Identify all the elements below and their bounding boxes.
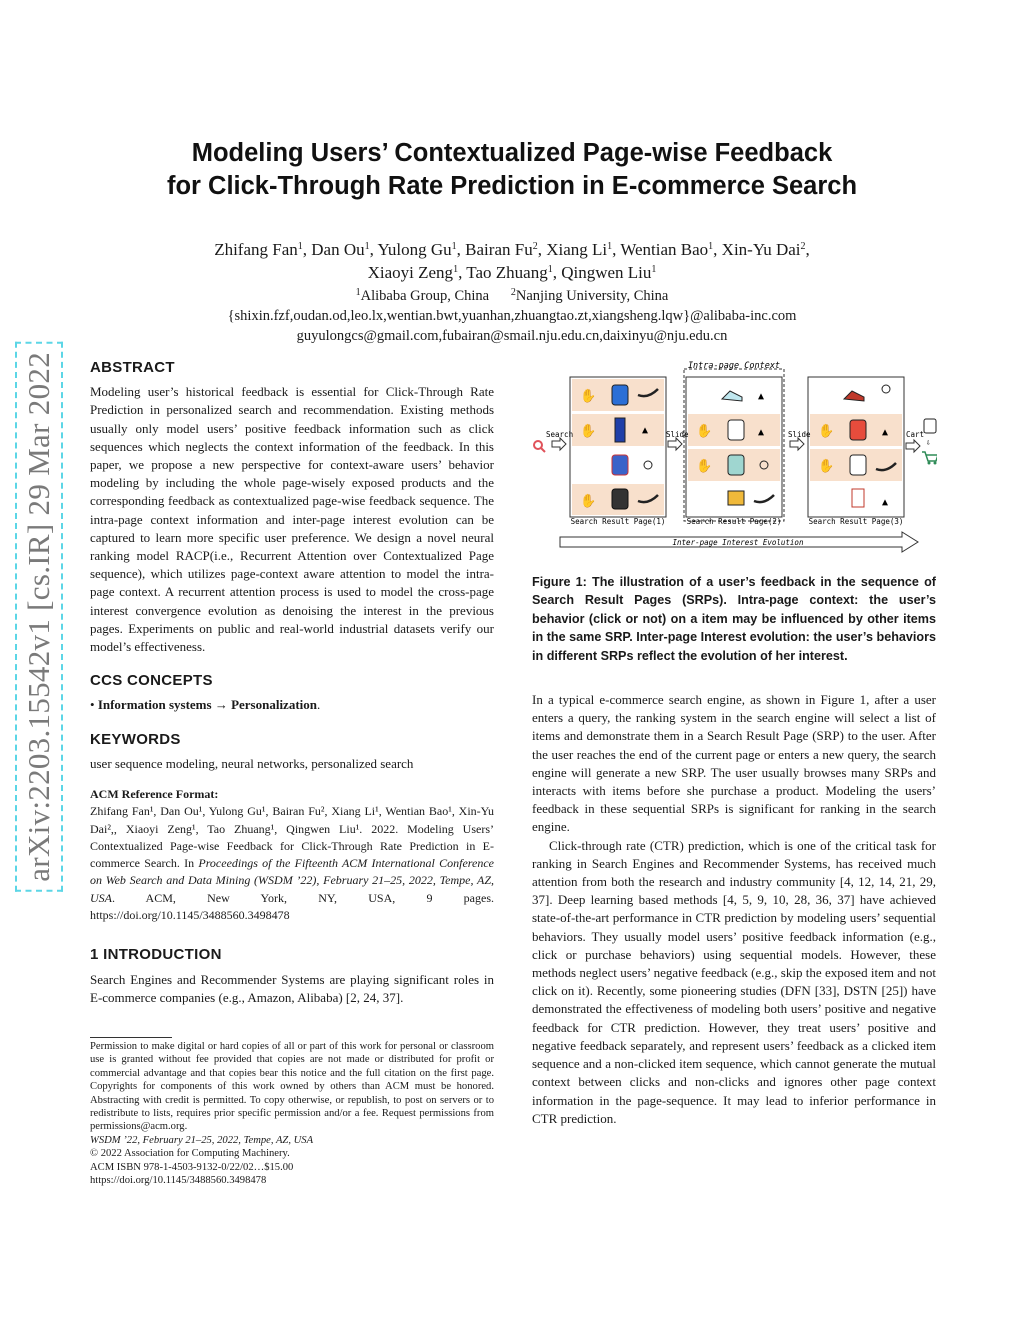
footnote-venue: WSDM ’22, February 21–25, 2022, Tempe, AZ, USA xyxy=(90,1134,314,1146)
adidas-logo-icon: ▲ xyxy=(758,391,765,402)
footnote-doi: https://doi.org/10.1145/3488560.3498478 xyxy=(90,1175,267,1187)
arrow-right-icon xyxy=(552,438,566,450)
emails-line-2: guyulongcs@gmail.com,fubairan@smail.nju.edu.cn,daixinyu@nju.edu.cn xyxy=(296,328,728,344)
arxiv-id: arXiv:2203.15542v1 [cs.IR] 29 Mar 2022 xyxy=(15,342,63,892)
author-name: Dan Ou xyxy=(311,240,365,259)
search-icon xyxy=(534,441,542,449)
shorts-icon xyxy=(728,491,744,505)
author-name: Xiaoyi Zeng xyxy=(367,263,454,282)
ccs-arrow: → xyxy=(214,697,228,713)
footnote-isbn: ACM ISBN 978-1-4503-9132-0/22/02…$15.00 xyxy=(90,1161,294,1173)
abstract-heading: ABSTRACT xyxy=(90,359,175,376)
click-hand-icon: ✋ xyxy=(818,459,835,474)
shirt-icon xyxy=(728,420,744,440)
click-hand-icon: ✋ xyxy=(580,494,597,509)
ccs-bullet: • xyxy=(90,697,95,713)
author-aff: 2 xyxy=(800,241,806,252)
click-hand-icon: ✋ xyxy=(696,459,713,474)
ccs-sub: Personalization xyxy=(231,697,317,713)
figure-caption: Figure 1: The illustration of a user’s feedback in the sequence of Search Result Pages (SRPs). Intra-page context: the user’s behavior (click or not) on a item may be influenced by other items in the same SRP. Inter-page Interest evolution: the user’s behaviors in different SRPs reflect the evolution of her interest. xyxy=(532,575,936,663)
shirt-icon xyxy=(924,419,936,433)
figure-1-diagram xyxy=(532,357,937,557)
page-2-label: Search Result Page(2) xyxy=(686,517,782,526)
jersey-icon xyxy=(612,455,628,475)
keywords-heading: KEYWORDS xyxy=(90,730,181,748)
cart-wheel xyxy=(934,462,937,465)
shopping-cart-icon xyxy=(922,452,937,461)
permission-notice: Permission to make digital or hard copies of all or part of this work for personal or classroom use is granted without fee provided that copies are not made or distributed for profit or commercial advantage and that copies bear this notice and the full citation on the first page. Copyrights for components of this work owned by others than ACM must be honored. Abstracting with credit is permitted. To copy otherwise, or republish, to post on servers or to redistribute to lists, requires prior specific permission and/or a fee. Request permissions from permissions@acm.org. xyxy=(90,1041,494,1133)
acm-ref-heading: ACM Reference Format: xyxy=(90,787,219,802)
author-aff: 1 xyxy=(453,264,459,275)
title-line-1: Modeling Users’ Contextualized Page-wise Feedback xyxy=(191,139,833,167)
keywords-text: user sequence modeling, neural networks, personalized search xyxy=(90,755,414,771)
title-line-2: for Click-Through Rate Prediction in E-commerce Search xyxy=(166,172,858,200)
author-aff: 1 xyxy=(708,241,714,252)
author-aff: 1 xyxy=(451,241,457,252)
click-hand-icon: ✋ xyxy=(580,424,597,439)
adidas-logo-icon: ▲ xyxy=(642,425,649,436)
plaid-shirt-icon xyxy=(728,455,744,475)
footnote xyxy=(90,1040,494,1187)
author-aff: 1 xyxy=(364,241,370,252)
click-hand-icon: ✋ xyxy=(818,424,835,439)
click-hand-icon: ✋ xyxy=(696,424,713,439)
slide-label-2: Slide xyxy=(788,430,811,439)
arrow-right-icon xyxy=(668,438,682,450)
adidas-logo-icon: ▲ xyxy=(882,427,889,438)
author-name: Tao Zhuang xyxy=(466,263,548,282)
right-column xyxy=(532,573,936,1128)
arxiv-stamp xyxy=(16,322,62,912)
footnote-copyright: © 2022 Association for Computing Machinery. xyxy=(90,1148,290,1160)
footnote-rule xyxy=(90,1037,172,1038)
affiliations xyxy=(90,286,934,346)
srp-page-3 xyxy=(808,377,904,517)
author-name: Xin-Yu Dai xyxy=(721,240,801,259)
shirt-icon xyxy=(612,385,628,405)
acm-ref-authors: Zhifang Fan¹, Dan Ou¹, Yulong Gu¹, Bairan Fu², Xiang Li¹, Wentian Bao¹, Xin-Yu Dai²,, Xiaoyi Zeng¹, Tao Zhuang¹, Qingwen Liu¹. 2022. xyxy=(90,804,494,836)
jacket-icon xyxy=(612,489,628,509)
acm-ref-venue: Proceedings of the Fifteenth ACM International Conference on Web Search and Data Mining (WSDM ’22), February 21–25, 2022, Tempe, AZ, USA xyxy=(90,856,494,905)
abstract-text: Modeling user’s historical feedback is essential for Click-Through Rate Prediction in personalized search and recommendation. Existing methods usually only model users’ positive feedback information such as click sequences which neglects the context information of the feedback. In this paper, we propose a new perspective for context-aware users’ behavior modeling by including the whole page-wisely exposed products and the corresponding feedback as contextualized page-wise feedback sequence. The intra-page context information and inter-page interest evolution can be captured to learn more specific user preference. We design a novel neural ranking model RACP(i.e., Recurrent Attention over Contextualized Page sequence), which utilizes page-context aware attention to model the intra-page context. A recurrent attention process is used to model the cross-page interest convergence evolution as denoising the interest in the previous pages. Experiments on public and real-world industrial datasets verify our model’s effectiveness. xyxy=(90,384,494,655)
acm-ref-tail: . ACM, New York, NY, USA, 9 pages. https://doi.org/10.1145/3488560.3498478 xyxy=(90,890,494,923)
adidas-logo-icon: ▲ xyxy=(882,497,889,508)
arrow-right-icon xyxy=(906,440,920,452)
author-name: Qingwen Liu xyxy=(561,263,652,282)
cart-wheel xyxy=(928,462,931,465)
click-hand-icon: ✋ xyxy=(580,389,597,404)
affiliation-line: $^1$Alibaba Group, China $^2$Nanjing University, China xyxy=(355,287,669,304)
inter-page-label: Inter-page Interest Evolution xyxy=(672,538,804,547)
shirt-icon xyxy=(850,455,866,475)
page-1-label: Search Result Page(1) xyxy=(570,517,666,526)
slide-label-1: Slide xyxy=(666,430,689,439)
socks-icon xyxy=(852,489,864,507)
author-aff: 1 xyxy=(607,241,613,252)
author-name: Zhifang Fan xyxy=(214,240,298,259)
intra-page-label: Intra-page Context xyxy=(687,361,781,371)
author-name: Xiang Li xyxy=(546,240,608,259)
right-paragraph-1: In a typical e-commerce search engine, as shown in Figure 1, after a user enters a query, the ranking system in the search engine will select a list of items and demonstrate them in a Search Result Page (SRP) to the user. After the user reaches the end of the current page or enters a new query, the search engine will generate a new SRP. The user usually browses many SRPs and interacts with items before she purchase a product. Modeling the users’ feedback in these sequential SRPs is significant for ranking in the search engine. xyxy=(532,692,936,835)
author-aff: 1 xyxy=(297,241,303,252)
author-name: Yulong Gu xyxy=(377,240,452,259)
figure-1 xyxy=(532,357,937,557)
affiliation-1: Alibaba Group, China xyxy=(360,288,490,304)
ccs-end: . xyxy=(317,697,321,713)
search-label: Search xyxy=(546,430,574,439)
author-aff: 1 xyxy=(547,264,553,275)
intro-heading: 1 INTRODUCTION xyxy=(90,946,222,964)
ccs-heading: CCS CONCEPTS xyxy=(90,672,213,690)
search-handle xyxy=(541,448,545,452)
paper-title xyxy=(90,137,934,203)
emails-line-1: {shixin.fzf,oudan.od,leo.lx,wentian.bwt,yuanhan,zhuangtao.zt,xiangsheng.lqw}@alibaba-inc.com xyxy=(227,308,797,324)
srp-page-2 xyxy=(686,377,782,517)
author-aff: 2 xyxy=(532,241,538,252)
arrow-right-icon xyxy=(790,438,804,450)
affiliation-2: Nanjing University, China xyxy=(515,288,669,304)
author-line-2: Xiaoyi Zeng$^1$, Tao Zhuang$^1$, Qingwen Liu$^1$ xyxy=(367,263,657,282)
author-name: Wentian Bao xyxy=(620,240,709,259)
arrow-down-icon: ⇩ xyxy=(926,438,931,447)
acm-ref-text xyxy=(90,803,494,924)
intro-paragraph-1: Search Engines and Recommender Systems are playing significant roles in E-commerce companies (e.g., Amazon, Alibaba) [2, 24, 37]. xyxy=(90,971,494,1005)
shirt-icon xyxy=(850,420,866,440)
page-3-label: Search Result Page(3) xyxy=(808,517,904,526)
cart-label: Cart xyxy=(906,430,925,439)
author-line-1: Zhifang Fan$^1$, Dan Ou$^1$, Yulong Gu$^1$, Bairan Fu$^2$, Xiang Li$^1$, Wentian Bao$^1$, Xin-Yu Dai$^2$, xyxy=(214,240,810,259)
right-paragraph-2: Click-through rate (CTR) prediction, which is one of the critical task for ranking in Search Engines and Recommender Systems, has received much attention from both the research and industry community [4, 12, 14, 21, 29, 37]. Deep learning based methods [4, 5, 9, 10, 28, 36, 37] have achieved state-of-the-art performance in CTR prediction by modeling users’ sequential behaviors. They usually model users’ positive feedback information (e.g., click or purchase behaviors) using sequential models. However, these methods neglect users’ negative feedback (e.g., skip the exposed item and not click on it). Recently, some pioneering studies (DFN [33], DSTN [25]) have demonstrated the effectiveness of modeling both users’ positive and negative feedback for CTR prediction. However, they treat users’ positive and negative feedback separately, and represent users’ feedback as a clicked item sequence and a non-clicked item sequence, which cannot generate the mutual context between clicks and non-clicks and ignores other page context information in the page-sequence. It may lead to inferior performance in CTR prediction. xyxy=(532,837,936,1126)
author-name: Bairan Fu xyxy=(465,240,533,259)
ccs-concept: Information systems xyxy=(97,697,212,713)
author-aff: 1 xyxy=(651,264,657,275)
srp-page-1 xyxy=(570,377,666,517)
ccs-concepts xyxy=(90,696,494,714)
acm-ref-title: Modeling Users’ Contextualized Page-wise Feedback for Click-Through Rate Prediction in E-commerce Search. In xyxy=(90,821,495,871)
pants-icon xyxy=(615,418,625,442)
author-list xyxy=(90,238,934,284)
left-column xyxy=(90,359,494,1007)
adidas-logo-icon: ▲ xyxy=(758,427,765,438)
